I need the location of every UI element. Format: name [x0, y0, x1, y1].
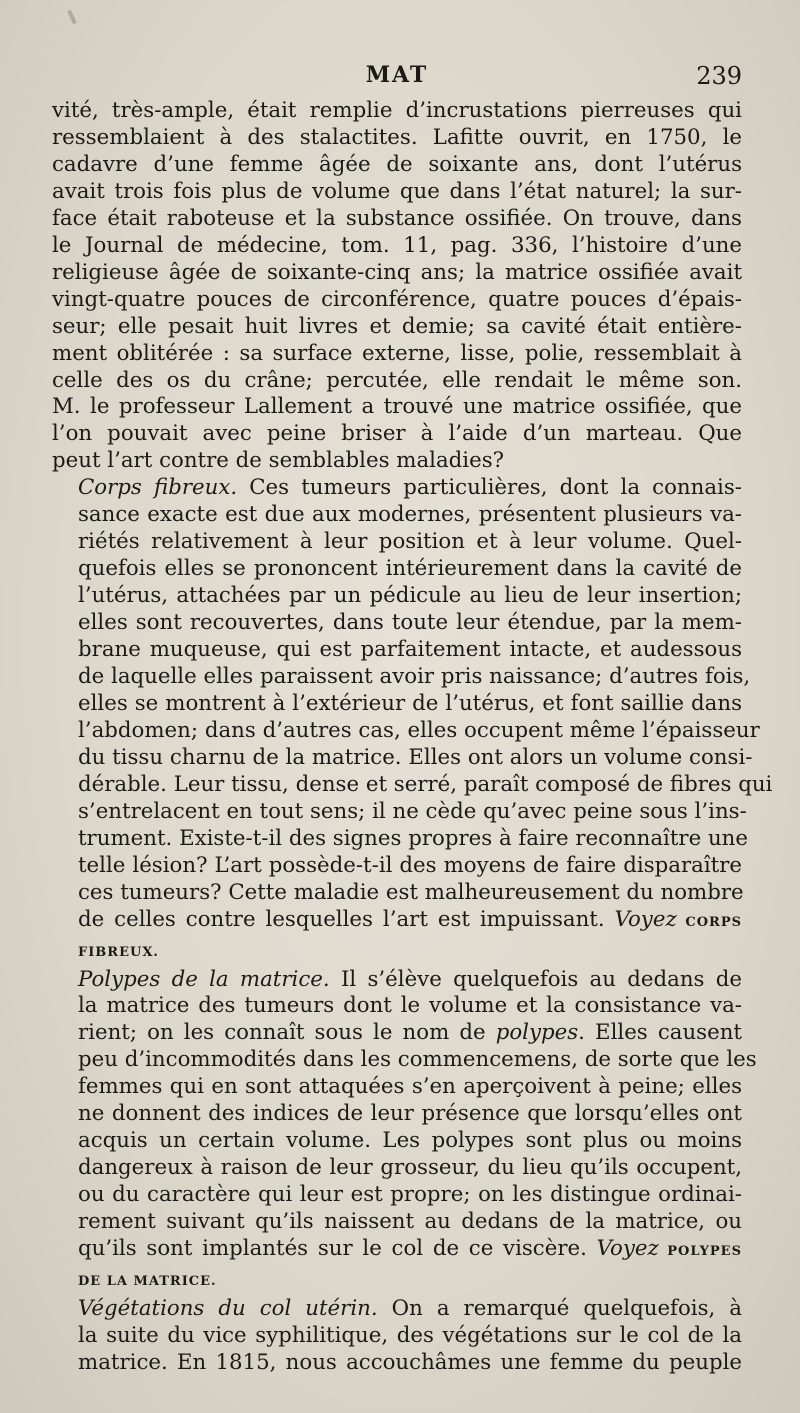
- text-line: [52, 556, 742, 583]
- text-segment: l’utérus, attachées par un pédicule au lieu de leur insertion;: [78, 583, 742, 609]
- text-segment: ou du caractère qui leur est propre; on les distingue ordinai-: [78, 1182, 742, 1208]
- text-segment: seur; elle pesait huit livres et demie; sa cavité était entière-: [52, 313, 742, 339]
- text-segment: le Journal de médecine, tom. 11, pag. 336, l’histoire d’une: [52, 232, 742, 258]
- text-segment: . Elles causent: [578, 1020, 742, 1046]
- text-line: [52, 853, 742, 880]
- text-segment: qu’ils sont implantés sur le col de ce viscère.: [78, 1236, 597, 1262]
- text-line: [52, 993, 742, 1020]
- small-caps-text: CORPS: [676, 914, 742, 930]
- text-line: [52, 937, 742, 967]
- text-line: [52, 610, 742, 637]
- page-number: 239: [696, 62, 742, 90]
- paragraph: [52, 475, 773, 966]
- text-segment: On a remarqué quelquefois, à: [377, 1295, 742, 1321]
- text-segment: de laquelle elles paraissent avoir pris naissance; d’autres fois,: [78, 664, 751, 690]
- italic-text: Corps fibreux.: [78, 475, 238, 501]
- text-line: [52, 1074, 742, 1101]
- text-line: [52, 691, 742, 718]
- text-line: [52, 1128, 742, 1155]
- text-segment: trument. Existe-t-il des signes propres à faire reconnaître une: [78, 825, 748, 851]
- text-line: [52, 771, 773, 799]
- text-segment: riétés relativement à leur position et à leur volume. Quel-: [78, 529, 742, 555]
- text-segment: elles se montrent à l’extérieur de l’utérus, et font saillie dans: [78, 690, 742, 716]
- text-line: [52, 1047, 757, 1074]
- text-line: [52, 907, 742, 937]
- text-segment: ne donnent des indices de leur présence que lorsqu’elles ont: [78, 1101, 742, 1127]
- text-line: [52, 798, 747, 826]
- text-line: [52, 1296, 742, 1323]
- paragraph: [52, 98, 742, 475]
- text-segment: vité, très-ample, était remplie d’incrustations pierreuses qui: [52, 98, 742, 123]
- text-line: [52, 1209, 742, 1236]
- text-line: [52, 152, 742, 179]
- text-line: [52, 260, 742, 287]
- running-head: MAT: [365, 62, 429, 88]
- small-caps-text: POLYPES: [658, 1244, 742, 1260]
- text-line: [52, 1350, 742, 1377]
- page-header: [52, 62, 742, 96]
- text-segment: rement suivant qu’ils naissent au dedans de la matrice, ou: [78, 1209, 742, 1235]
- text-segment: rient; on les connaît sous le nom de: [78, 1020, 496, 1046]
- text-line: [52, 1323, 742, 1350]
- text-segment: quefois elles se prononcent intérieurement dans la cavité de: [78, 556, 742, 582]
- text-segment: celle des os du crâne; percutée, elle rendait le même son.: [52, 367, 742, 393]
- text-segment: face était raboteuse et la substance ossifiée. On trouve, dans: [52, 205, 742, 231]
- text-segment: avait trois fois plus de volume que dans l’état naturel; la sur-: [52, 178, 742, 204]
- text-line: [52, 967, 742, 994]
- text-line: [52, 825, 748, 853]
- text-segment: matrice. En 1815, nous accouchâmes une femme du peuple: [78, 1349, 742, 1375]
- text-line: [52, 529, 742, 556]
- text-segment: elles sont recouvertes, dans toute leur étendue, par la mem-: [78, 610, 742, 636]
- italic-text: Voyez: [614, 906, 677, 932]
- small-caps-text: DE LA MATRICE.: [78, 1273, 217, 1289]
- text-line: [52, 502, 742, 529]
- text-line: [52, 1155, 742, 1182]
- text-line: [52, 880, 742, 907]
- text-line: [52, 368, 742, 395]
- text-segment: Il s’élève quelquefois au dedans de: [329, 966, 742, 992]
- text-line: [52, 664, 751, 691]
- text-segment: ces tumeurs? Cette maladie est malheureusement du nombre: [78, 879, 744, 905]
- italic-text: Voyez: [596, 1236, 659, 1262]
- text-line: [52, 98, 742, 125]
- small-caps-text: FIBREUX.: [78, 944, 159, 960]
- text-segment: vingt-quatre pouces de circonférence, quatre pouces d’épais-: [52, 286, 742, 312]
- text-segment: la suite du vice syphilitique, des végétations sur le col de la: [78, 1322, 742, 1348]
- text-segment: religieuse âgée de soixante-cinq ans; la matrice ossifiée avait: [52, 259, 742, 285]
- text-line: [52, 1020, 742, 1047]
- page-mark: [67, 10, 77, 24]
- text-line: [52, 179, 742, 206]
- text-line: [52, 206, 742, 233]
- text-line: [52, 1182, 742, 1209]
- text-line: [52, 744, 753, 772]
- text-line: [52, 1236, 742, 1266]
- text-line: [52, 314, 742, 341]
- text-line: [52, 583, 742, 610]
- text-segment: sance exacte est due aux modernes, présentent plusieurs va-: [78, 502, 742, 528]
- text-segment: Ces tumeurs particulières, dont la connais-: [237, 475, 742, 501]
- text-segment: telle lésion? L’art possède-t-il des moyens de faire disparaître: [78, 852, 742, 878]
- text-segment: peu d’incommodités dans les commencemens, de sorte que les: [78, 1047, 757, 1073]
- text-segment: peut l’art contre de semblables maladies?: [52, 448, 505, 474]
- text-segment: acquis un certain volume. Les polypes sont plus ou moins: [78, 1128, 742, 1154]
- text-segment: l’abdomen; dans d’autres cas, elles occupent même l’épaisseur: [78, 717, 760, 743]
- text-segment: dérable. Leur tissu, dense et serré, paraît composé de fibres qui: [78, 771, 773, 797]
- body-text: [52, 98, 773, 1377]
- text-segment: du tissu charnu de la matrice. Elles ont alors un volume consi-: [78, 744, 753, 770]
- text-line: [52, 475, 742, 502]
- paragraph: [52, 1296, 742, 1377]
- text-line: [52, 448, 742, 475]
- text-line: [52, 637, 742, 664]
- text-line: [52, 125, 742, 152]
- text-segment: brane muqueuse, qui est parfaitement intacte, et audessous: [78, 637, 742, 663]
- text-segment: ressemblaient à des stalactites. Lafitte ouvrit, en 1750, le: [52, 124, 742, 150]
- text-line: [52, 717, 760, 745]
- text-segment: ment oblitérée : sa surface externe, lisse, polie, ressemblait à: [52, 340, 742, 366]
- text-line: [52, 394, 742, 421]
- italic-text: polypes: [495, 1020, 579, 1046]
- italic-text: Végétations du col utérin.: [78, 1295, 378, 1321]
- text-line: [52, 341, 742, 368]
- text-line: [52, 421, 742, 448]
- text-segment: dangereux à raison de leur grosseur, du lieu qu’ils occupent,: [78, 1155, 742, 1181]
- text-segment: la matrice des tumeurs dont le volume et la consistance va-: [78, 993, 742, 1019]
- text-line: [52, 1101, 742, 1128]
- text-segment: cadavre d’une femme âgée de soixante ans, dont l’utérus: [52, 151, 742, 177]
- text-line: [52, 287, 742, 314]
- paragraph: [52, 966, 757, 1296]
- italic-text: Polypes de la matrice.: [78, 966, 330, 992]
- text-segment: de celles contre lesquelles l’art est impuissant.: [78, 906, 615, 932]
- text-segment: l’on pouvait avec peine briser à l’aide d’un marteau. Que: [52, 421, 742, 447]
- text-segment: s’entrelacent en tout sens; il ne cède qu’avec peine sous l’ins-: [78, 798, 747, 824]
- text-line: [52, 233, 742, 260]
- text-segment: femmes qui en sont attaquées s’en aperçoivent à peine; elles: [78, 1074, 742, 1100]
- text-line: [52, 1266, 742, 1296]
- text-segment: M. le professeur Lallement a trouvé une matrice ossifiée, que: [52, 394, 742, 420]
